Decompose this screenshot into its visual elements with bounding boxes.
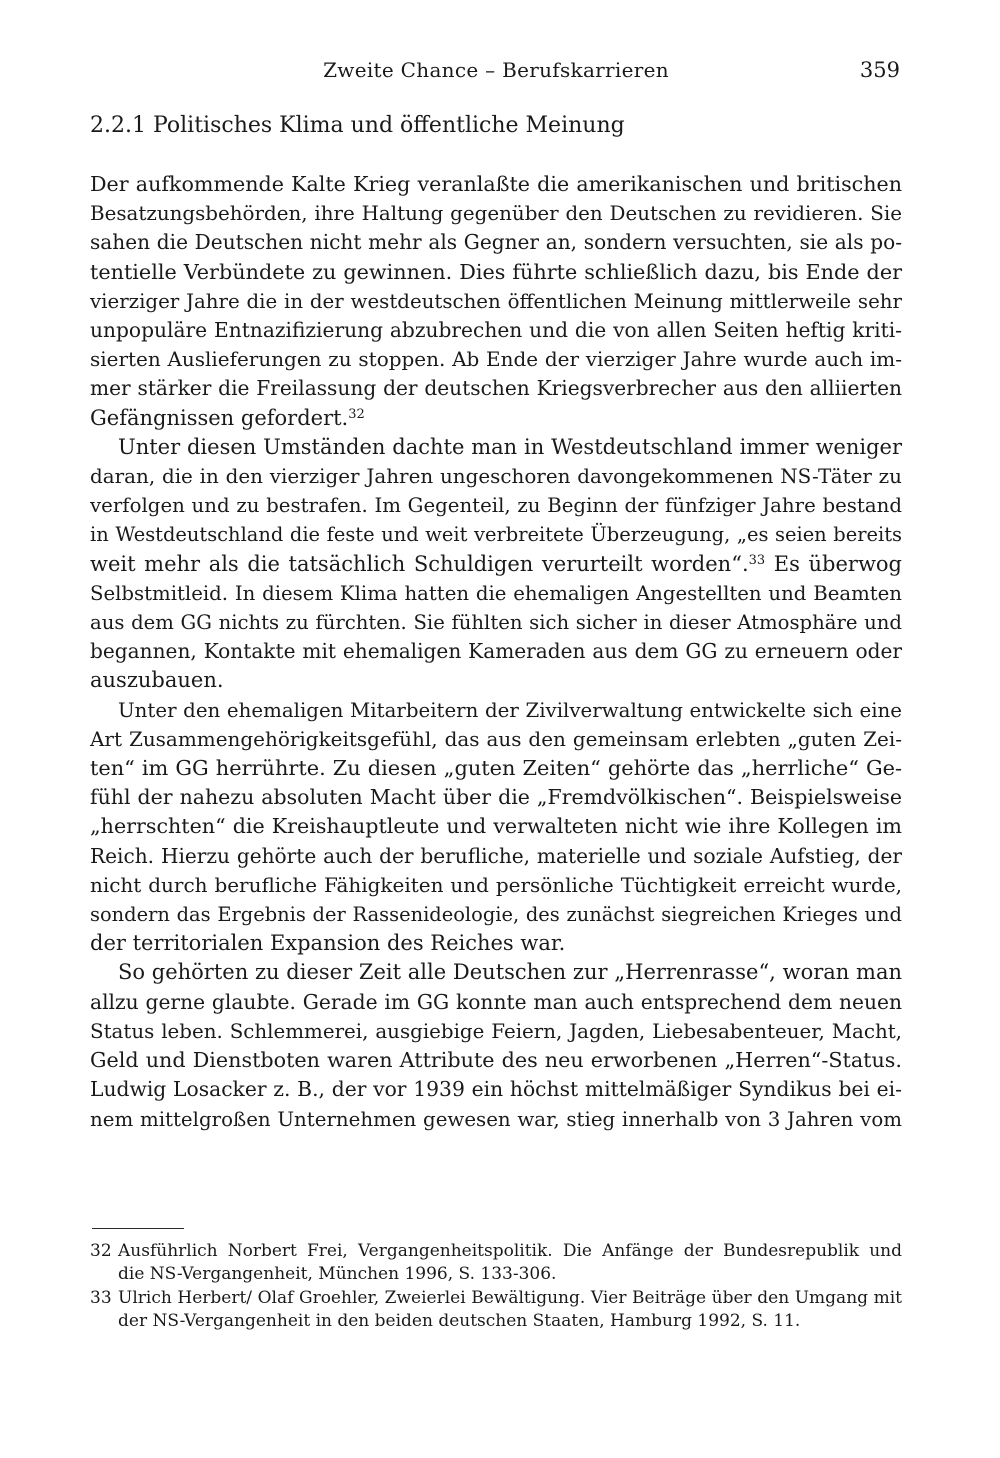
text-line: Art Zusammengehörigkeitsgefühl, das aus den gemeinsam erlebten „guten Zei-	[90, 726, 902, 751]
text-line: „herrschten“ die Kreishauptleute und verwalteten nicht wie ihre Kollegen im	[90, 814, 902, 839]
paragraph-2	[90, 433, 902, 696]
text-line: begannen, Kontakte mit ehemaligen Kameraden aus dem GG zu erneuern oder	[90, 639, 902, 664]
text-line: Status leben. Schlemmerei, ausgiebige Feiern, Jagden, Liebesabenteuer, Macht,	[90, 1019, 902, 1043]
text-line: Unter den ehemaligen Mitarbeitern der Zivilverwaltung entwickelte sich eine	[118, 698, 902, 722]
text-line: ten“ im GG herrührte. Zu diesen „guten Zeiten“ gehörte das „herrliche“ Ge-	[90, 756, 902, 781]
text-line	[90, 550, 902, 579]
footnote-line: die NS-Vergangenheit, München 1996, S. 133-306.	[118, 1263, 557, 1284]
text-line: sondern das Ergebnis der Rassenideologie, des zunächst siegreichen Krieges und	[90, 903, 902, 927]
text-line: auszubauen.	[90, 668, 224, 693]
running-title: Zweite Chance – Berufskarrieren	[323, 58, 669, 82]
footnote-number: 33	[90, 1288, 112, 1308]
text-line: Unter diesen Umständen dachte man in Westdeutschland immer weniger	[118, 434, 902, 459]
text-line: nem mittelgroßen Unternehmen gewesen war, stieg innerhalb von 3 Jahren vom	[90, 1107, 902, 1131]
text-line: verfolgen und zu bestrafen. Im Gegenteil, zu Beginn der fünfziger Jahre bestand	[90, 494, 902, 518]
footnote-line: Ulrich Herbert/ Olaf Groehler, Zweierlei Bewältigung. Vier Beiträge über den Umgang mit	[118, 1288, 902, 1308]
footnote-33	[90, 1287, 902, 1332]
text-fragment: weit mehr als die tatsächlich Schuldigen verurteilt worden“.	[90, 551, 749, 576]
text-line: fühl der nahezu absoluten Macht über die „Fremdvölkischen“. Beispielsweise	[90, 785, 902, 810]
text-line: sierten Auslieferungen zu stoppen. Ab Ende der vierziger Jahre wurde auch im-	[90, 347, 902, 372]
running-head	[90, 58, 902, 92]
footnote-reference[interactable]: 32	[348, 406, 365, 422]
paragraph-4	[90, 958, 902, 1133]
footnote-line: der NS-Vergangenheit in den beiden deutschen Staaten, Hamburg 1992, S. 11.	[118, 1310, 801, 1331]
paragraph-1	[90, 170, 902, 433]
text-line: sahen die Deutschen nicht mehr als Gegner an, sondern versuchten, sie als po-	[90, 230, 902, 255]
text-line: Besatzungsbehörden, ihre Haltung gegenüber den Deutschen zu revidieren. Sie	[90, 202, 902, 226]
text-fragment: Es überwog	[765, 551, 902, 576]
footnote-divider	[92, 1228, 184, 1229]
footnote-32	[90, 1240, 902, 1285]
text-line: Geld und Dienstboten waren Attribute des neu erworbenen „Herren“-Status.	[90, 1048, 902, 1073]
text-line: vierziger Jahre die in der westdeutschen öffentlichen Meinung mittlerweile sehr	[90, 289, 902, 313]
paragraph-3	[90, 696, 902, 959]
footnote-reference[interactable]: 33	[748, 552, 766, 568]
section-heading: 2.2.1 Politisches Klima und öffentliche Meinung	[90, 113, 625, 138]
text-line: in Westdeutschland die feste und weit verbreitete Überzeugung, „es seien bereits	[90, 523, 902, 547]
text-fragment: Gefängnissen gefordert.	[90, 405, 349, 430]
text-line: mer stärker die Freilassung der deutschen Kriegsverbrecher aus den alliierten	[90, 376, 902, 401]
text-line: daran, die in den vierziger Jahren ungeschoren davongekommenen NS-Täter zu	[90, 465, 902, 489]
text-line: Reich. Hierzu gehörte auch der berufliche, materielle und soziale Aufstieg, der	[90, 843, 902, 868]
footnote-line: Ausführlich Norbert Frei, Vergangenheitspolitik. Die Anfänge der Bundesrepublik und	[118, 1241, 902, 1261]
text-line: der territorialen Expansion des Reiches war.	[90, 931, 566, 956]
text-line: Ludwig Losacker z. B., der vor 1939 ein höchst mittelmäßiger Syndikus bei ei-	[90, 1077, 902, 1102]
text-line: tentielle Verbündete zu gewinnen. Dies führte schließlich dazu, bis Ende der	[90, 259, 902, 284]
text-line: Der aufkommende Kalte Krieg veranlaßte die amerikanischen und britischen	[90, 172, 902, 196]
text-line: So gehörten zu dieser Zeit alle Deutschen zur „Herrenrasse“, woran man	[118, 960, 902, 985]
body-text	[90, 170, 902, 1134]
text-line: unpopuläre Entnazifizierung abzubrechen und die von allen Seiten heftig kriti-	[90, 318, 902, 343]
text-line: allzu gerne glaubte. Gerade im GG konnte man auch entsprechend dem neuen	[90, 989, 902, 1014]
page-number: 359	[859, 58, 900, 82]
footnotes	[90, 1240, 902, 1334]
text-line: Selbstmitleid. In diesem Klima hatten die ehemaligen Angestellten und Beamten	[90, 581, 902, 605]
text-line	[90, 404, 902, 433]
text-line: nicht durch berufliche Fähigkeiten und persönliche Tüchtigkeit erreicht wurde,	[90, 872, 902, 897]
footnote-number: 32	[90, 1241, 112, 1261]
text-line: aus dem GG nichts zu fürchten. Sie fühlten sich sicher in dieser Atmosphäre und	[90, 611, 902, 635]
